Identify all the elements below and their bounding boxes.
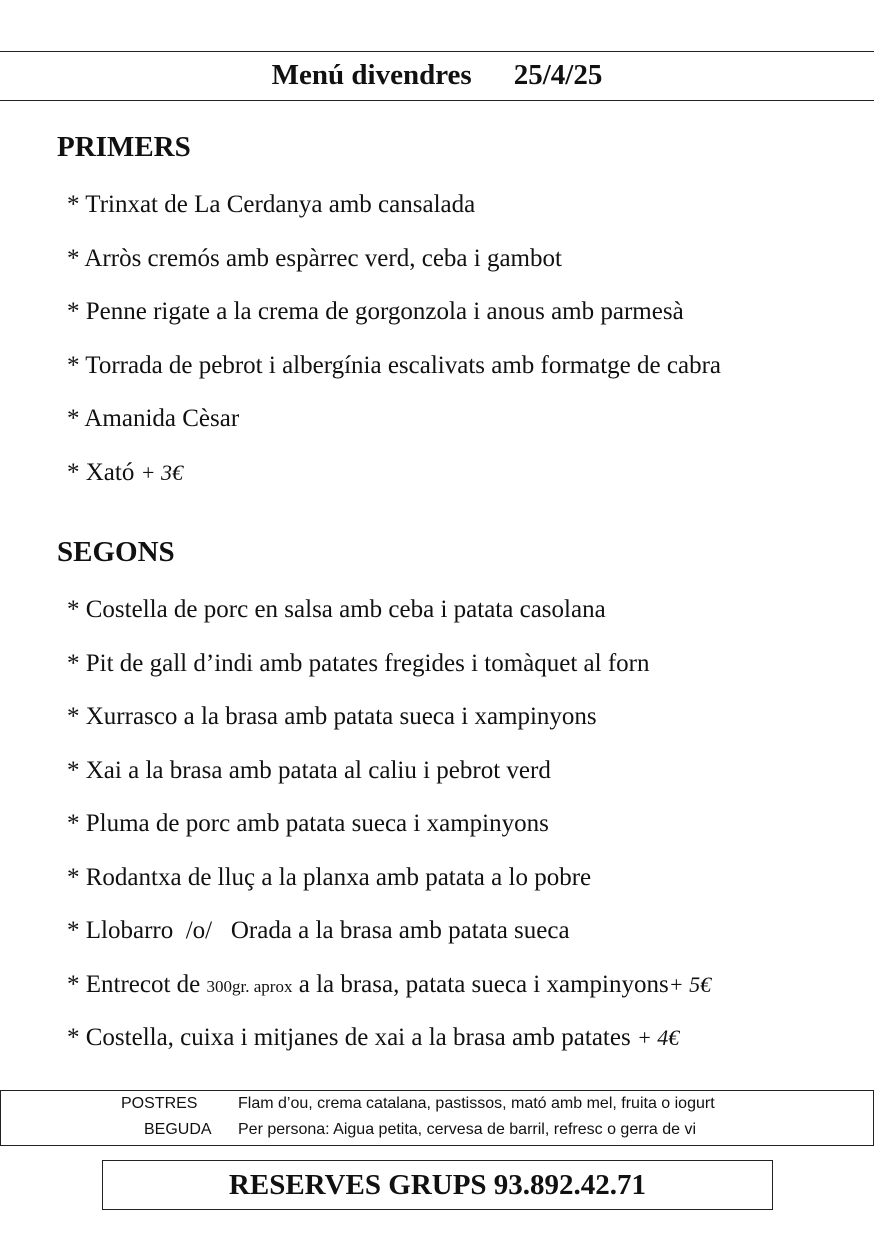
dish-text: * Pit de gall d’indi amb patates fregides i tomàquet al forn: [67, 650, 650, 677]
dish-text: * Costella de porc en salsa amb ceba i patata casolana: [67, 596, 606, 623]
dish-text: * Entrecot de: [67, 971, 207, 998]
footer-row-postres: [1, 1093, 873, 1115]
dish-supplement-price: + 5€: [668, 972, 712, 997]
dish-segons-3: [67, 702, 597, 732]
dish-segons-8: [67, 970, 711, 1002]
dish-text: * Llobarro /o/ Orada a la brasa amb patata sueca: [67, 917, 570, 944]
section-title-primers: PRIMERS: [57, 131, 191, 163]
menu-title: Menú divendres: [271, 59, 472, 91]
dish-text: * Arròs cremós amb espàrrec verd, ceba i gambot: [67, 245, 562, 272]
dish-primers-3: [67, 297, 684, 327]
dish-text: * Trinxat de La Cerdanya amb cansalada: [67, 191, 476, 218]
menu-date: 25/4/25: [513, 59, 603, 91]
dish-text: * Penne rigate a la crema de gorgonzola i anous amb parmesà: [67, 298, 684, 325]
dish-segons-5: [67, 809, 549, 839]
dish-primers-6: [67, 458, 183, 488]
beguda-text: Per persona: Aigua petita, cervesa de barril, refresc o gerra de vi: [238, 1121, 697, 1138]
postres-text: Flam d’ou, crema catalana, pastissos, mató amb mel, fruita o iogurt: [238, 1095, 715, 1112]
dish-segons-6: [67, 863, 591, 893]
postres-label: POSTRES: [121, 1095, 198, 1112]
dish-text: * Xató: [67, 459, 141, 486]
dish-text: * Pluma de porc amb patata sueca i xampinyons: [67, 810, 549, 837]
dish-supplement-price: + 4€: [636, 1025, 680, 1050]
dish-text: * Torrada de pebrot i albergínia escalivats amb formatge de cabra: [67, 352, 721, 379]
menu-header: [0, 51, 874, 101]
dish-text: * Amanida Cèsar: [67, 405, 240, 432]
dish-text: * Rodantxa de lluç a la planxa amb patata a lo pobre: [67, 864, 592, 891]
dish-text-continued: a la brasa, patata sueca i xampinyons: [292, 971, 669, 998]
footer-row-beguda: [1, 1119, 873, 1141]
dish-primers-2: [67, 244, 562, 274]
dish-text: * Xurrasco a la brasa amb patata sueca i xampinyons: [67, 703, 597, 730]
footer-info-box: [0, 1090, 874, 1146]
group-reservations-box: [102, 1160, 773, 1210]
dish-weight-note: 300gr. aprox: [206, 977, 293, 996]
dish-segons-1: [67, 595, 606, 625]
dish-primers-5: [67, 404, 239, 434]
dish-segons-4: [67, 756, 551, 786]
group-reservations-text: RESERVES GRUPS 93.892.42.71: [228, 1169, 647, 1201]
dish-segons-9: [67, 1023, 679, 1053]
dish-text: * Costella, cuixa i mitjanes de xai a la brasa amb patates: [67, 1024, 637, 1051]
dish-supplement-price: + 3€: [140, 460, 183, 485]
dish-segons-7: [67, 916, 570, 946]
dish-primers-1: [67, 190, 475, 220]
dish-text: * Xai a la brasa amb patata al caliu i pebrot verd: [67, 757, 551, 784]
beguda-label: BEGUDA: [144, 1121, 212, 1138]
dish-segons-2: [67, 649, 649, 679]
section-title-segons: SEGONS: [57, 536, 175, 568]
dish-primers-4: [67, 351, 721, 381]
